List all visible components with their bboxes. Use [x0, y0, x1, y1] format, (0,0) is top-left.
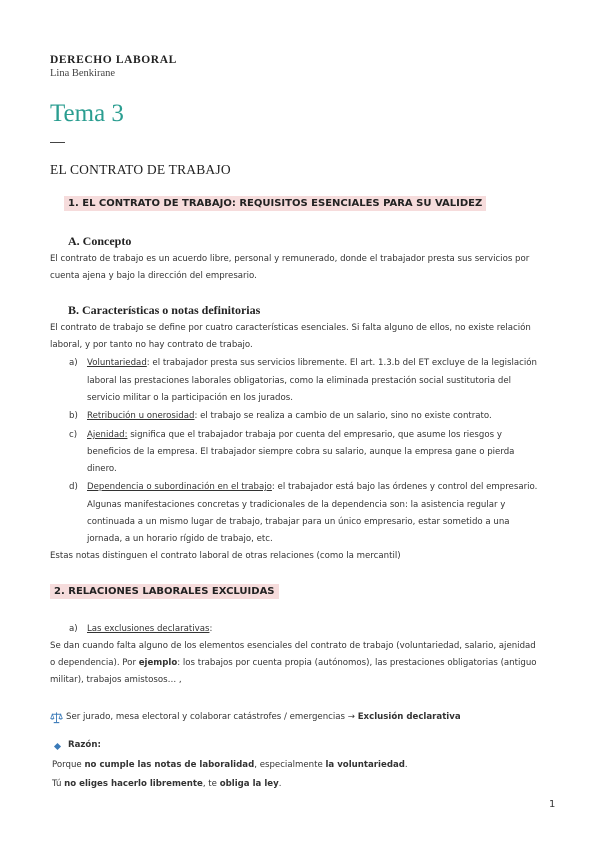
- list-item-line: servicio militar o la participación en los jurados.: [87, 393, 293, 403]
- tema-heading: Tema 3: [50, 100, 124, 127]
- reason-line-1: Porque no cumple las notas de laboralidad, especialmente la voluntariedad.: [52, 760, 408, 770]
- concepto-line-1: El contrato de trabajo es un acuerdo libre, personal y remunerado, donde el trabajador presta sus servicios por: [50, 254, 530, 264]
- document-title: EL CONTRATO DE TRABAJO: [50, 162, 231, 177]
- course-title: DERECHO LABORAL: [50, 54, 177, 66]
- list-item-ajenidad: Ajenidad: significa que el trabajador trabaja por cuenta del empresario, que asume los riesgos y: [87, 430, 502, 440]
- list-marker: b): [69, 411, 78, 421]
- list-item-line: beneficios de la empresa. El trabajador siempre cobra su salario, aunque la empresa gane o pierda: [87, 447, 515, 457]
- exclusiones-line-3: militar), trabajos amistosos… ,: [50, 675, 182, 685]
- exclusiones-line-1: Se dan cuando falta alguno de los elementos esenciales del contrato de trabajo (voluntariedad, salario, ajenidad: [50, 641, 536, 651]
- author-name: Lina Benkirane: [50, 68, 116, 79]
- section-2-heading: 2. RELACIONES LABORALES EXCLUIDAS: [50, 586, 279, 597]
- list-item-line: continuada a un mismo lugar de trabajo, trabajar para un único empresario, estar sometido a una: [87, 517, 510, 527]
- list-marker: c): [69, 430, 78, 440]
- list-marker: a): [69, 624, 78, 634]
- list-item-dependencia: Dependencia o subordinación en el trabajo: el trabajador está bajo las órdenes y control del empresario.: [87, 482, 538, 492]
- list-marker: a): [69, 358, 78, 368]
- list-item-line: jornada, a un horario rígido de trabajo, etc.: [87, 534, 273, 544]
- scales-icon: [50, 711, 63, 724]
- note-line: Ser jurado, mesa electoral y colaborar catástrofes / emergencias → Exclusión declarativa: [66, 712, 461, 722]
- bullet-diamond-icon: [54, 743, 61, 750]
- subsection-a-heading: A. Concepto: [68, 234, 132, 248]
- exclusiones-declarativas-item: Las exclusiones declarativas:: [87, 624, 213, 634]
- list-item-voluntariedad: Voluntariedad: el trabajador presta sus servicios libremente. El art. 1.3.b del ET excluye de la legislación: [87, 358, 537, 368]
- concepto-line-2: cuenta ajena y bajo la dirección del empresario.: [50, 271, 257, 281]
- section-1-heading: 1. EL CONTRATO DE TRABAJO: REQUISITOS ESENCIALES PARA SU VALIDEZ: [64, 198, 486, 209]
- tema-underline: [50, 142, 65, 143]
- list-item-line: laboral las prestaciones laborales obligatorias, como la eliminada prestación social sustitutoria del: [87, 376, 512, 386]
- subsection-b-heading: B. Características o notas definitorias: [68, 303, 261, 317]
- list-item-retribucion: Retribución u onerosidad: el trabajo se realiza a cambio de un salario, sino no existe contrato.: [87, 411, 492, 421]
- caracteristicas-intro-1: El contrato de trabajo se define por cuatro características esenciales. Si falta alguno de ellos, no existe relación: [50, 323, 531, 333]
- list-marker: d): [69, 482, 78, 492]
- list-item-line: dinero.: [87, 464, 117, 474]
- caracteristicas-intro-2: laboral, y por tanto no hay contrato de trabajo.: [50, 340, 253, 350]
- list-item-line: Algunas manifestaciones concretas y tradicionales de la dependencia son: la asistencia regular y: [87, 500, 506, 510]
- caracteristicas-closing: Estas notas distinguen el contrato laboral de otras relaciones (como la mercantil): [50, 551, 401, 561]
- page-number: 1: [549, 799, 556, 810]
- exclusiones-line-2: o dependencia). Por ejemplo: los trabajos por cuenta propia (autónomos), las prestaciones obligatorias (antiguo: [50, 658, 537, 668]
- reason-label: Razón:: [68, 740, 101, 750]
- reason-line-2: Tú no eliges hacerlo libremente, te obliga la ley.: [52, 779, 282, 789]
